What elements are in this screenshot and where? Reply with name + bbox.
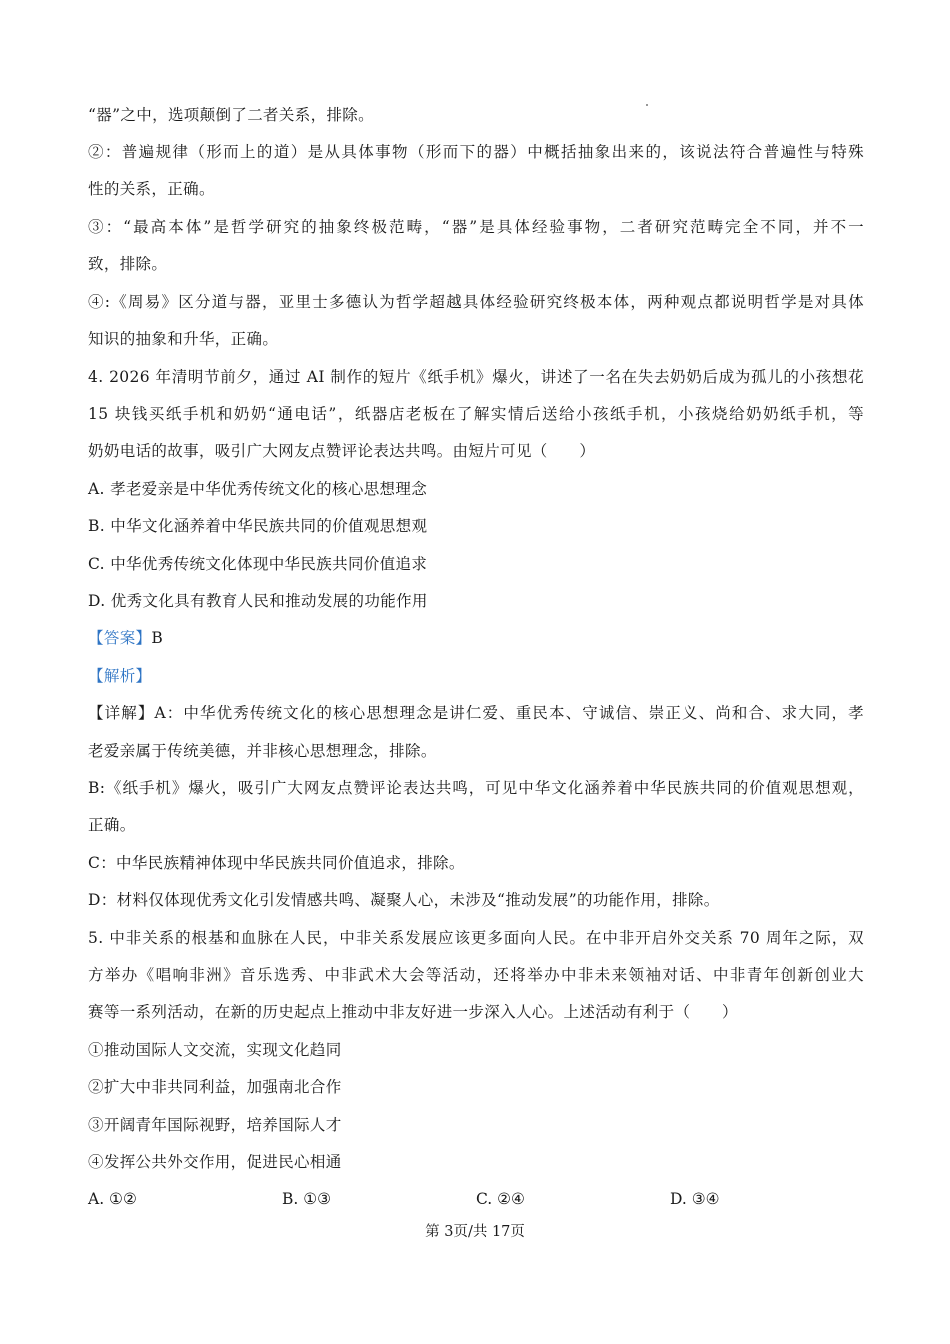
question-5-item: ③开阔青年国际视野，培养国际人才	[88, 1116, 342, 1134]
analysis-line	[88, 665, 864, 687]
detail-line: B:《纸手机》爆火，吸引广大网友点赞评论表达共鸣，可见中华文化涵养着中华民族共同的价值观思想观，	[88, 779, 864, 797]
question-4-option-a: A. 孝老爱亲是中华优秀传统文化的核心思想理念	[88, 480, 428, 498]
question-4-option-d: D. 优秀文化具有教育人民和推动发展的功能作用	[88, 592, 428, 610]
question-4-stem: 奶奶电话的故事，吸引广大网友点赞评论表达共鸣。由短片可见（ ）	[88, 442, 596, 460]
detail-line: 正确。	[88, 816, 136, 834]
page-footer: 第 3页/共 17页	[425, 1224, 525, 1240]
question-5-option-c: C. ②④	[476, 1190, 525, 1208]
detail-line: C：中华民族精神体现中华民族共同价值追求，排除。	[88, 854, 465, 872]
analysis-tag: 【解析】	[88, 667, 152, 685]
question-5-option-a: A. ①②	[88, 1190, 137, 1208]
question-5-options	[88, 1188, 864, 1210]
text-line: 知识的抽象和升华，正确。	[88, 330, 279, 348]
answer-line	[88, 627, 864, 649]
text-line: ③：“最高本体”是哲学研究的抽象终极范畴，“器”是具体经验事物，二者研究范畴完全不同，并不一	[88, 218, 864, 236]
question-5-item: ①推动国际人文交流，实现文化趋同	[88, 1041, 342, 1059]
question-5-option-b: B. ①③	[282, 1190, 332, 1208]
question-5-option-d: D. ③④	[670, 1190, 720, 1208]
answer-tag: 【答案】	[88, 629, 152, 647]
question-4-option-c: C. 中华优秀传统文化体现中华民族共同价值追求	[88, 555, 428, 573]
question-4-stem: 15 块钱买纸手机和奶奶“通电话”，纸器店老板在了解实情后送给小孩纸手机，小孩烧给奶奶纸手机，等	[88, 405, 864, 423]
text-line: ④:《周易》区分道与器，亚里士多德认为哲学超越具体经验研究终极本体，两种观点都说明哲学是对具体	[88, 293, 864, 311]
detail-tag: 【详解】	[88, 704, 155, 722]
detail-text: A：中华优秀传统文化的核心思想理念是讲仁爱、重民本、守诚信、崇正义、尚和合、求大同，孝	[154, 704, 865, 722]
question-5-stem: 5. 中非关系的根基和血脉在人民，中非关系发展应该更多面向人民。在中非开启外交关系 70 周年之际，双	[88, 929, 864, 947]
question-4-stem: 4. 2026 年清明节前夕，通过 AI 制作的短片《纸手机》爆火，讲述了一名在失去奶奶后成为孤儿的小孩想花	[88, 368, 864, 386]
question-5-stem: 方举办《唱响非洲》音乐选秀、中非武术大会等活动，还将举办中非未来领袖对话、中非青年创新创业大	[88, 966, 864, 984]
detail-line	[88, 702, 864, 724]
detail-line: 老爱亲属于传统美德，并非核心思想理念，排除。	[88, 742, 437, 760]
question-5-stem: 赛等一系列活动，在新的历史起点上推动中非友好进一步深入人心。上述活动有利于（ ）	[88, 1003, 738, 1021]
text-line: ②：普遍规律（形而上的道）是从具体事物（形而下的器）中概括抽象出来的，该说法符合普遍性与特殊	[88, 143, 864, 161]
answer-value: B	[151, 629, 164, 647]
text-line: 性的关系，正确。	[88, 180, 215, 198]
question-5-item: ②扩大中非共同利益，加强南北合作	[88, 1078, 342, 1096]
question-5-item: ④发挥公共外交作用，促进民心相通	[88, 1153, 342, 1171]
text-line: “器”之中，选项颠倒了二者关系，排除。	[88, 106, 374, 124]
detail-line: D：材料仅体现优秀文化引发情感共鸣、凝聚人心，未涉及“推动发展”的功能作用，排除。	[88, 891, 720, 909]
question-4-option-b: B. 中华文化涵养着中华民族共同的价值观思想观	[88, 517, 428, 535]
text-line: 致，排除。	[88, 255, 168, 273]
